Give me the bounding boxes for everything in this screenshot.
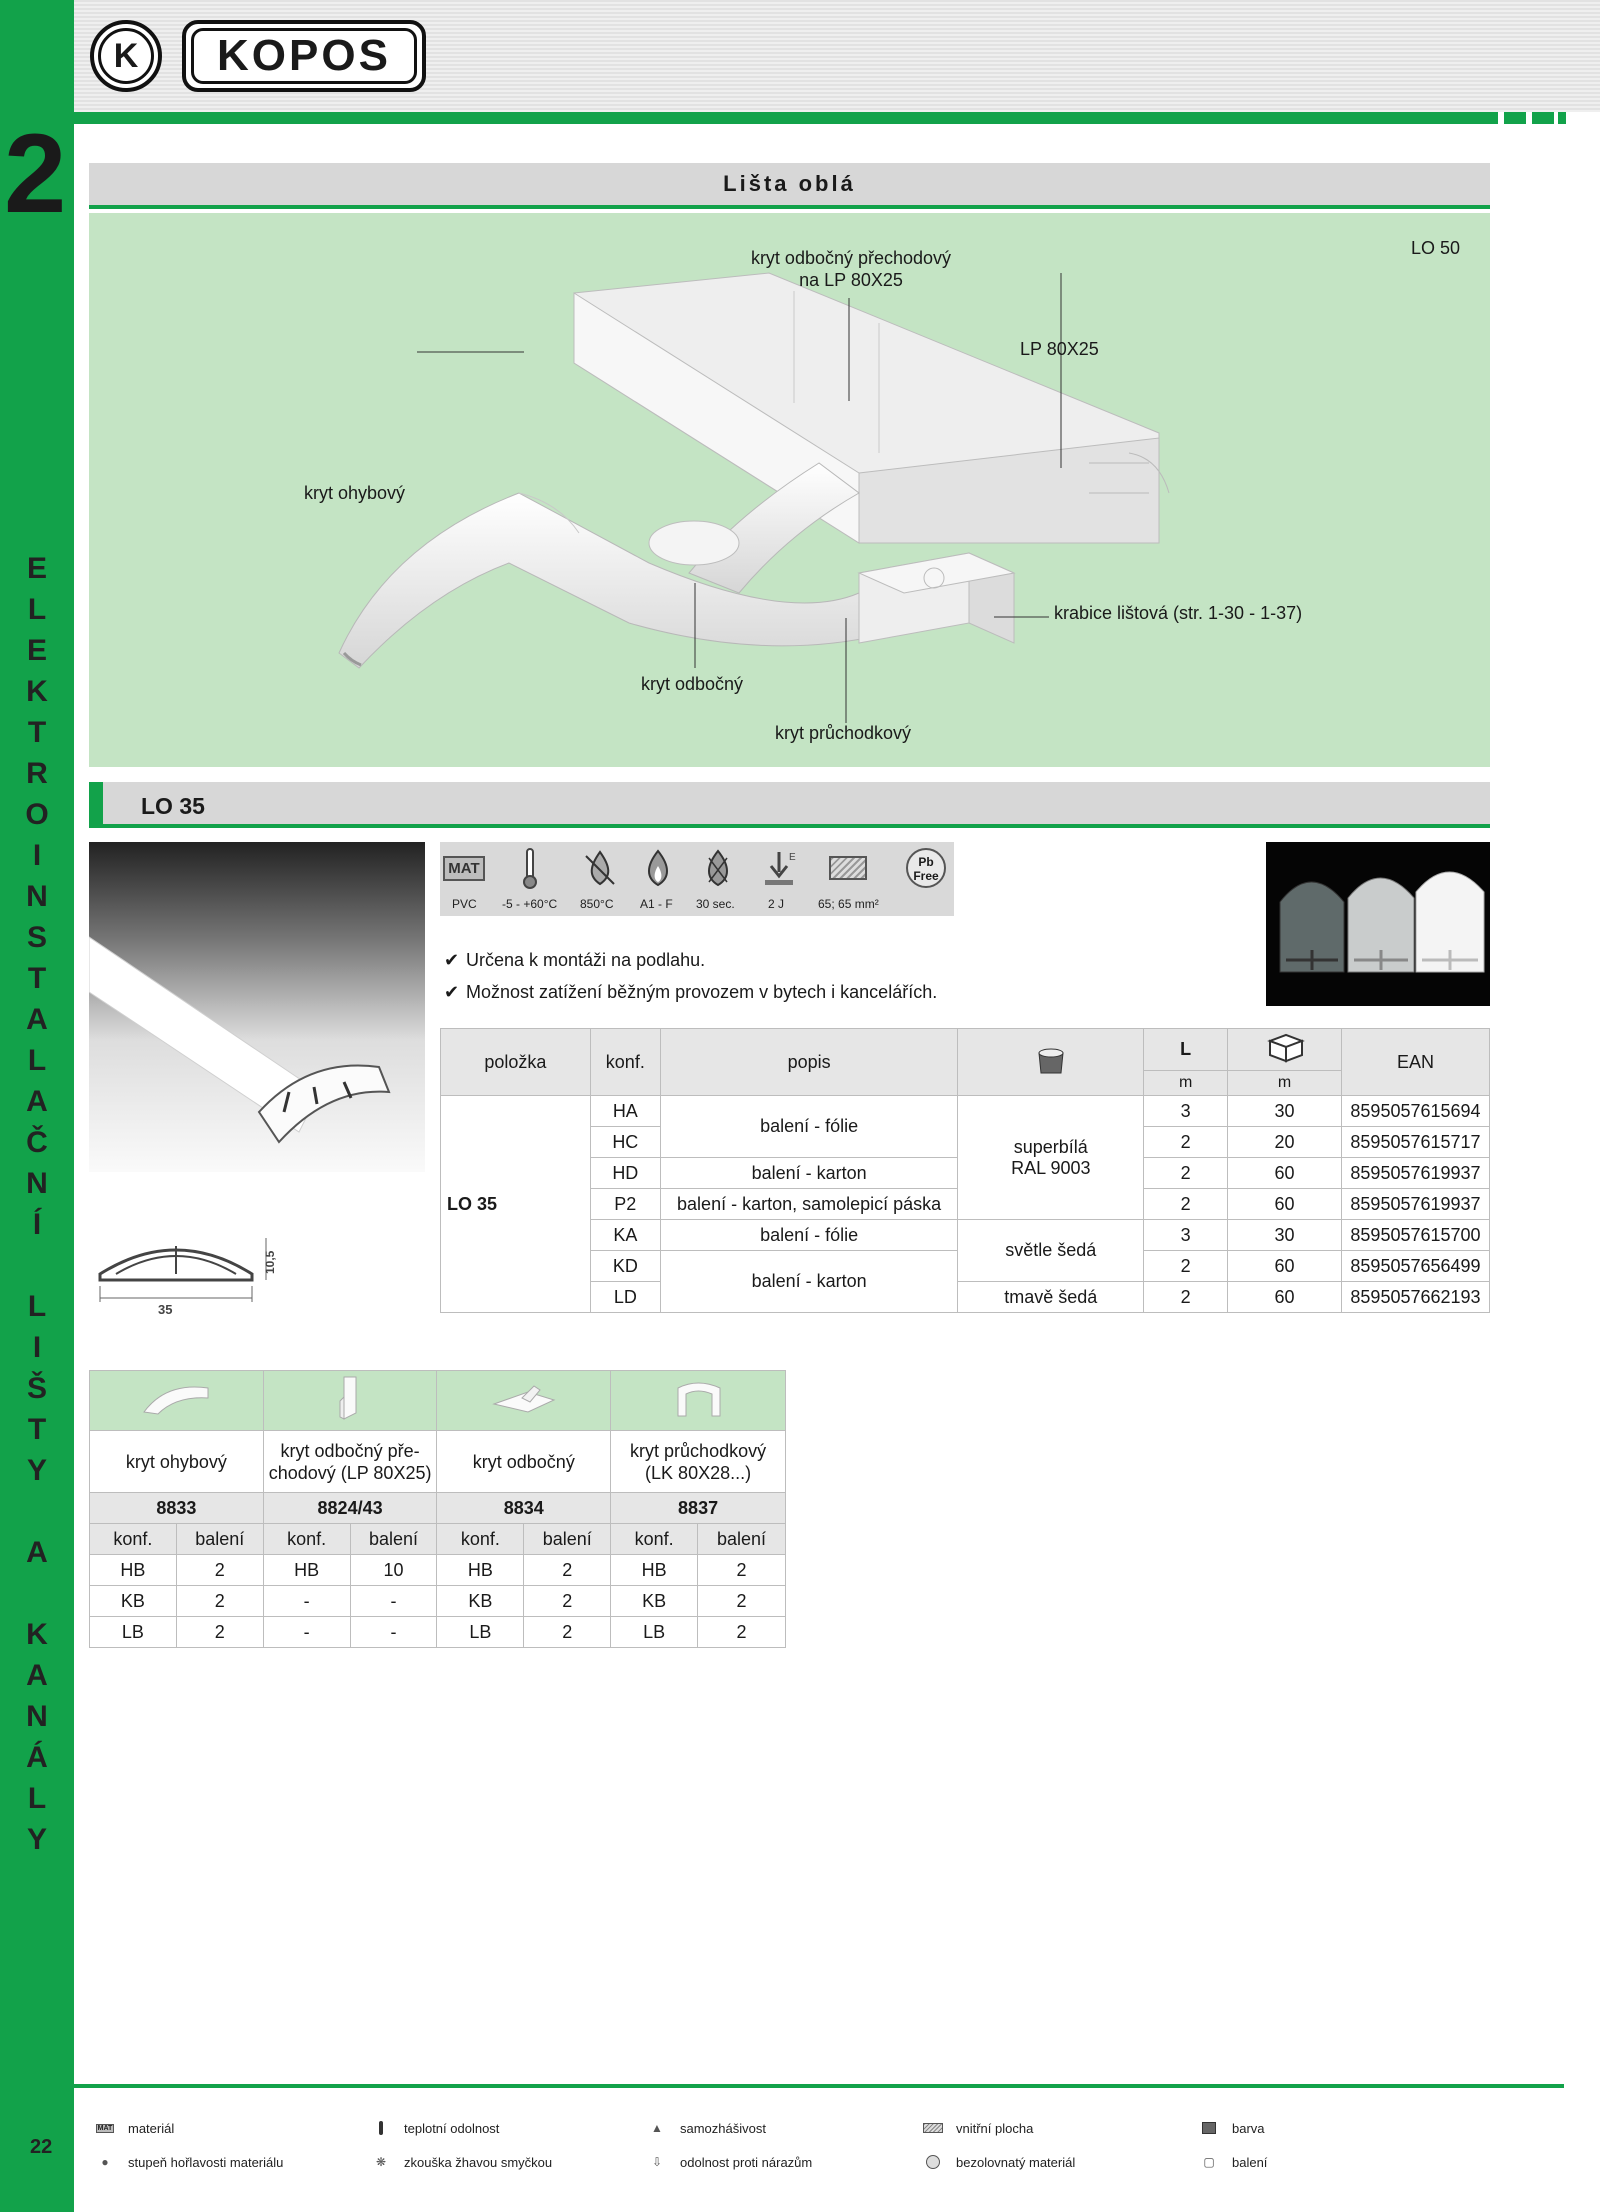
pb-free-line1: Pb — [918, 855, 934, 869]
pb-free-line2: Free — [913, 869, 939, 883]
subheader-pack: balení — [350, 1524, 437, 1555]
subheader-conf: konf. — [263, 1524, 350, 1555]
desc-cell: balení - karton — [660, 1158, 958, 1189]
subheader-pack: balení — [176, 1524, 263, 1555]
svg-text:E: E — [789, 852, 796, 863]
thermometer-icon — [370, 2120, 392, 2136]
accessory-name-line1: kryt odbočný pře- — [280, 1440, 420, 1461]
header-length: L — [1144, 1029, 1228, 1071]
conf-cell: LB — [611, 1617, 698, 1648]
dimension-height: 10,5 — [263, 1250, 277, 1274]
feature-list — [444, 944, 937, 1008]
conf-cell: HB — [263, 1555, 350, 1586]
accessory-name — [90, 1431, 264, 1493]
section-accent — [89, 782, 103, 828]
pack-cell: 10 — [350, 1555, 437, 1586]
check-icon: ✔ — [444, 950, 460, 970]
thermometer-icon — [508, 848, 552, 888]
dimension-drawing — [96, 1228, 286, 1318]
legend-item — [94, 2120, 174, 2136]
subheader-conf: konf. — [611, 1524, 698, 1555]
ean-cell: 8595057619937 — [1341, 1158, 1489, 1189]
callout-transition-cover — [741, 247, 961, 291]
pass-cover-image — [611, 1371, 786, 1431]
prop-label: 65; 65 mm² — [818, 897, 879, 911]
pack-cell: 2 — [524, 1586, 611, 1617]
legend-label: odolnost proti nárazům — [680, 2154, 813, 2170]
chapter-title-letter — [0, 1491, 74, 1532]
chapter-title-letter: Á — [26, 1741, 48, 1774]
pack-cell: 2 — [524, 1617, 611, 1648]
bend-cover-image — [90, 1371, 264, 1431]
accessory-code: 8837 — [611, 1493, 786, 1524]
legend-item — [94, 2154, 283, 2170]
pack-cell: 2 — [176, 1555, 263, 1586]
flame-icon: ● — [101, 2155, 109, 2169]
check-icon: ✔ — [444, 982, 460, 1002]
table-row — [90, 1586, 786, 1617]
prop-label: -5 - +60°C — [502, 897, 558, 911]
chapter-title-letter: A — [26, 1536, 48, 1569]
legend-item — [370, 2120, 499, 2136]
dimension-width: 35 — [158, 1302, 173, 1317]
header-ean: EAN — [1341, 1029, 1489, 1096]
ean-cell: 8595057615717 — [1341, 1127, 1489, 1158]
trunking-render — [89, 842, 425, 1172]
pack-cell: 2 — [698, 1586, 786, 1617]
conf-cell: P2 — [590, 1189, 660, 1220]
callout-pass-cover: kryt průchodkový — [775, 723, 912, 743]
length-cell: 2 — [1144, 1158, 1228, 1189]
chapter-title-letter — [0, 1573, 74, 1614]
impact-icon: ⇩ — [651, 2155, 663, 2169]
conf-cell: HB — [611, 1555, 698, 1586]
box-icon — [1264, 1031, 1306, 1063]
callout-transition-cover-line1: kryt odbočný přechodový — [750, 248, 952, 268]
chapter-title-letter: N — [26, 880, 48, 913]
callout-bend-cover: kryt ohybový — [304, 483, 406, 503]
logo-mark — [90, 20, 162, 92]
accessory-name-line2: chodový (LP 80X25) — [268, 1462, 432, 1483]
chapter-title-letter: Y — [26, 1454, 47, 1487]
length-cell: 2 — [1144, 1282, 1228, 1313]
ean-cell: 8595057615694 — [1341, 1096, 1489, 1127]
callout-lo50: LO 50 — [1411, 238, 1461, 258]
color-cell: tmavě šedá — [958, 1282, 1144, 1313]
flame-icon — [636, 848, 680, 888]
prop-label: 850°C — [580, 897, 614, 911]
accessory-code: 8833 — [90, 1493, 264, 1524]
subheader-pack: balení — [524, 1524, 611, 1555]
callout-junction-box: krabice lištová (str. 1-30 - 1-37) — [1054, 603, 1303, 623]
prop-label: 30 sec. — [696, 897, 735, 911]
chapter-title-letter: I — [32, 839, 42, 872]
subheader-pack: balení — [698, 1524, 786, 1555]
header-item: položka — [441, 1029, 591, 1096]
accessory-name-line1: kryt ohybový — [125, 1451, 227, 1472]
conf-cell: HC — [590, 1127, 660, 1158]
legend-label: vnitřní plocha — [956, 2120, 1034, 2136]
color-cell — [958, 1096, 1144, 1220]
chapter-title-letter: Č — [26, 1126, 48, 1159]
accessory-code: 8834 — [437, 1493, 611, 1524]
impact-icon — [758, 848, 802, 888]
pack-cell: 2 — [176, 1617, 263, 1648]
footer-rule — [74, 2084, 1564, 2088]
conf-cell: KA — [590, 1220, 660, 1251]
chapter-title-letter: L — [27, 1290, 47, 1323]
chapter-title-letter: N — [26, 1700, 48, 1733]
ean-cell: 8595057615700 — [1341, 1220, 1489, 1251]
inner-area-icon — [922, 2120, 944, 2136]
hero-illustration-panel — [89, 213, 1490, 767]
table-row — [441, 1220, 1490, 1251]
prop-label: PVC — [452, 897, 477, 911]
pack-cell: 2 — [698, 1555, 786, 1586]
header-block — [1504, 112, 1526, 124]
chapter-title-letter: I — [32, 1331, 42, 1364]
ean-cell: 8595057619937 — [1341, 1189, 1489, 1220]
branch-cover-image — [437, 1371, 611, 1431]
pack-cell: 30 — [1228, 1096, 1342, 1127]
header-color — [958, 1029, 1144, 1096]
legend-label: bezolovnatý materiál — [956, 2154, 1076, 2170]
self-extinguish-icon — [696, 848, 740, 888]
trunking-illustration — [89, 213, 1490, 767]
product-table — [440, 1028, 1490, 1313]
color-variants-render — [1266, 842, 1490, 1006]
unit-length: m — [1144, 1071, 1228, 1096]
inner-area-icon — [826, 848, 870, 888]
accessory-subheader-row — [90, 1524, 786, 1555]
conf-cell: KB — [437, 1586, 524, 1617]
section-title: LO 35 — [141, 793, 205, 819]
feature-item — [444, 976, 937, 1008]
chapter-title-letter: T — [27, 962, 47, 995]
accessory-name — [611, 1431, 786, 1493]
legend-item — [922, 2154, 1075, 2170]
page-number: 22 — [30, 2136, 53, 2158]
conf-cell: HB — [90, 1555, 177, 1586]
conf-cell: HB — [437, 1555, 524, 1586]
conf-cell: LB — [90, 1617, 177, 1648]
chapter-title-letter: O — [25, 798, 49, 831]
unit-pack: m — [1228, 1071, 1342, 1096]
legend-item — [1198, 2120, 1265, 2136]
logo-wordmark-text: KOPOS — [191, 28, 417, 84]
conf-cell: - — [263, 1586, 350, 1617]
chapter-title-letter: E — [26, 634, 47, 667]
legend-item — [646, 2120, 766, 2136]
legend-label: samozhášivost — [680, 2120, 766, 2136]
self-extinguish-icon: ▲ — [651, 2121, 663, 2135]
ean-cell: 8595057662193 — [1341, 1282, 1489, 1313]
chapter-title-letter: L — [27, 593, 47, 626]
pack-cell: 20 — [1228, 1127, 1342, 1158]
hero-title: Lišta oblá — [723, 171, 856, 196]
accessory-image-row — [90, 1371, 786, 1431]
chapter-title-letter: L — [27, 1782, 47, 1815]
mat-icon: MAT — [442, 848, 486, 888]
desc-cell: balení - fólie — [660, 1096, 958, 1158]
chapter-title-letter: L — [27, 1044, 47, 1077]
length-cell: 3 — [1144, 1220, 1228, 1251]
desc-cell: balení - karton — [660, 1251, 958, 1313]
legend-item — [646, 2154, 812, 2170]
color-icon — [1033, 1045, 1069, 1075]
chapter-title-letter: Š — [26, 1372, 47, 1405]
conf-cell: LD — [590, 1282, 660, 1313]
chapter-title-letter: T — [27, 1413, 47, 1446]
accessory-name-line2: (LK 80X28...) — [645, 1462, 752, 1483]
accessory-code: 8824/43 — [263, 1493, 437, 1524]
conf-cell: HA — [590, 1096, 660, 1127]
conf-cell: - — [263, 1617, 350, 1648]
product-photo — [89, 842, 425, 1172]
pack-cell: - — [350, 1617, 437, 1648]
conf-cell: KB — [611, 1586, 698, 1617]
chapter-title-letter: N — [26, 1167, 48, 1200]
legend-label: teplotní odolnost — [404, 2120, 500, 2136]
pb-free-icon — [904, 848, 948, 888]
header-conf: konf. — [590, 1029, 660, 1096]
prop-label: 2 J — [768, 897, 785, 911]
chapter-title-letter: Y — [26, 1823, 47, 1856]
callout-lp80: LP 80X25 — [1020, 339, 1099, 359]
chapter-title-letter: A — [26, 1085, 48, 1118]
length-cell: 3 — [1144, 1096, 1228, 1127]
legend-label: zkouška žhavou smyčkou — [404, 2154, 553, 2170]
prop-label: A1 - F — [640, 897, 673, 911]
chapter-title-letter: Í — [32, 1208, 42, 1241]
pb-free-icon — [922, 2154, 944, 2170]
logo-mark-letter: K — [98, 28, 154, 84]
accessory-name-line1: kryt odbočný — [472, 1451, 575, 1472]
color-icon — [1198, 2120, 1220, 2136]
table-row — [441, 1282, 1490, 1313]
glow-wire-icon: ❋ — [375, 2155, 387, 2169]
callout-branch-cover: kryt odbočný — [641, 674, 744, 694]
section-header — [89, 782, 1490, 828]
length-cell: 2 — [1144, 1251, 1228, 1282]
length-cell: 2 — [1144, 1189, 1228, 1220]
pack-cell: 60 — [1228, 1158, 1342, 1189]
hero-title-bar — [89, 163, 1490, 209]
chapter-title-letter: K — [26, 1618, 48, 1651]
accessory-name — [437, 1431, 611, 1493]
table-row — [441, 1096, 1490, 1127]
pack-cell: 60 — [1228, 1282, 1342, 1313]
legend-item — [1198, 2154, 1267, 2170]
legend-label: stupeň hořlavosti materiálu — [128, 2154, 284, 2170]
chapter-title-letter: A — [26, 1003, 48, 1036]
legend-label: balení — [1232, 2154, 1268, 2170]
desc-cell: balení - fólie — [660, 1220, 958, 1251]
subheader-conf: konf. — [90, 1524, 177, 1555]
pack-cell: - — [350, 1586, 437, 1617]
pack-cell: 60 — [1228, 1251, 1342, 1282]
accessory-code-row — [90, 1493, 786, 1524]
ean-cell: 8595057656499 — [1341, 1251, 1489, 1282]
chapter-title-letter: T — [27, 716, 47, 749]
chapter-vertical-title — [0, 548, 74, 1860]
pack-cell: 2 — [524, 1555, 611, 1586]
conf-cell: LB — [437, 1617, 524, 1648]
callout-transition-cover-line2: na LP 80X25 — [799, 270, 903, 290]
chapter-title-letter: K — [26, 675, 48, 708]
accessory-name — [263, 1431, 437, 1493]
header-rule — [74, 112, 1498, 124]
pack-cell: 30 — [1228, 1220, 1342, 1251]
length-cell: 2 — [1144, 1127, 1228, 1158]
pack-cell: 60 — [1228, 1189, 1342, 1220]
glow-wire-icon — [578, 848, 622, 888]
legend-item — [370, 2154, 552, 2170]
table-header-row — [441, 1029, 1490, 1071]
accessory-name-line1: kryt průchodkový — [630, 1440, 767, 1461]
header-block — [1558, 112, 1566, 124]
box-icon: ▢ — [1203, 2155, 1215, 2169]
pack-cell: 2 — [176, 1586, 263, 1617]
properties-bar — [440, 842, 954, 916]
chapter-title-letter: S — [26, 921, 47, 954]
table-row — [90, 1617, 786, 1648]
feature-text: Určena k montáži na podlahu. — [466, 950, 706, 970]
chapter-title-letter: R — [26, 757, 48, 790]
transition-cover-image — [263, 1371, 437, 1431]
legend-item — [922, 2120, 1033, 2136]
item-name: LO 35 — [441, 1096, 591, 1313]
chapter-title-letter — [0, 1245, 74, 1286]
mat-icon: MAT — [97, 2124, 113, 2132]
color-white-line2: RAL 9003 — [1011, 1157, 1091, 1178]
desc-cell: balení - karton, samolepicí páska — [660, 1189, 958, 1220]
chapter-title-letter: E — [26, 552, 47, 585]
logo-wordmark — [182, 20, 426, 92]
legend-label: materiál — [128, 2120, 175, 2136]
subheader-conf: konf. — [437, 1524, 524, 1555]
pack-cell: 2 — [698, 1617, 786, 1648]
accessory-name-row — [90, 1431, 786, 1493]
feature-item — [444, 944, 937, 976]
chapter-title-letter: A — [26, 1659, 48, 1692]
color-variants-photo — [1266, 842, 1490, 1006]
conf-cell: KB — [90, 1586, 177, 1617]
color-white-line1: superbílá — [1013, 1136, 1088, 1157]
header-desc: popis — [660, 1029, 958, 1096]
header-pack — [1228, 1029, 1342, 1071]
table-row — [90, 1555, 786, 1586]
conf-cell: HD — [590, 1158, 660, 1189]
color-cell: světle šedá — [958, 1220, 1144, 1282]
feature-text: Možnost zatížení běžným provozem v bytech i kancelářích. — [466, 982, 938, 1002]
accessories-table — [89, 1370, 786, 1648]
accessory-rows — [90, 1555, 786, 1648]
legend-label: barva — [1232, 2120, 1265, 2136]
conf-cell: KD — [590, 1251, 660, 1282]
header-block — [1532, 112, 1554, 124]
chapter-number: 2 — [4, 111, 63, 236]
